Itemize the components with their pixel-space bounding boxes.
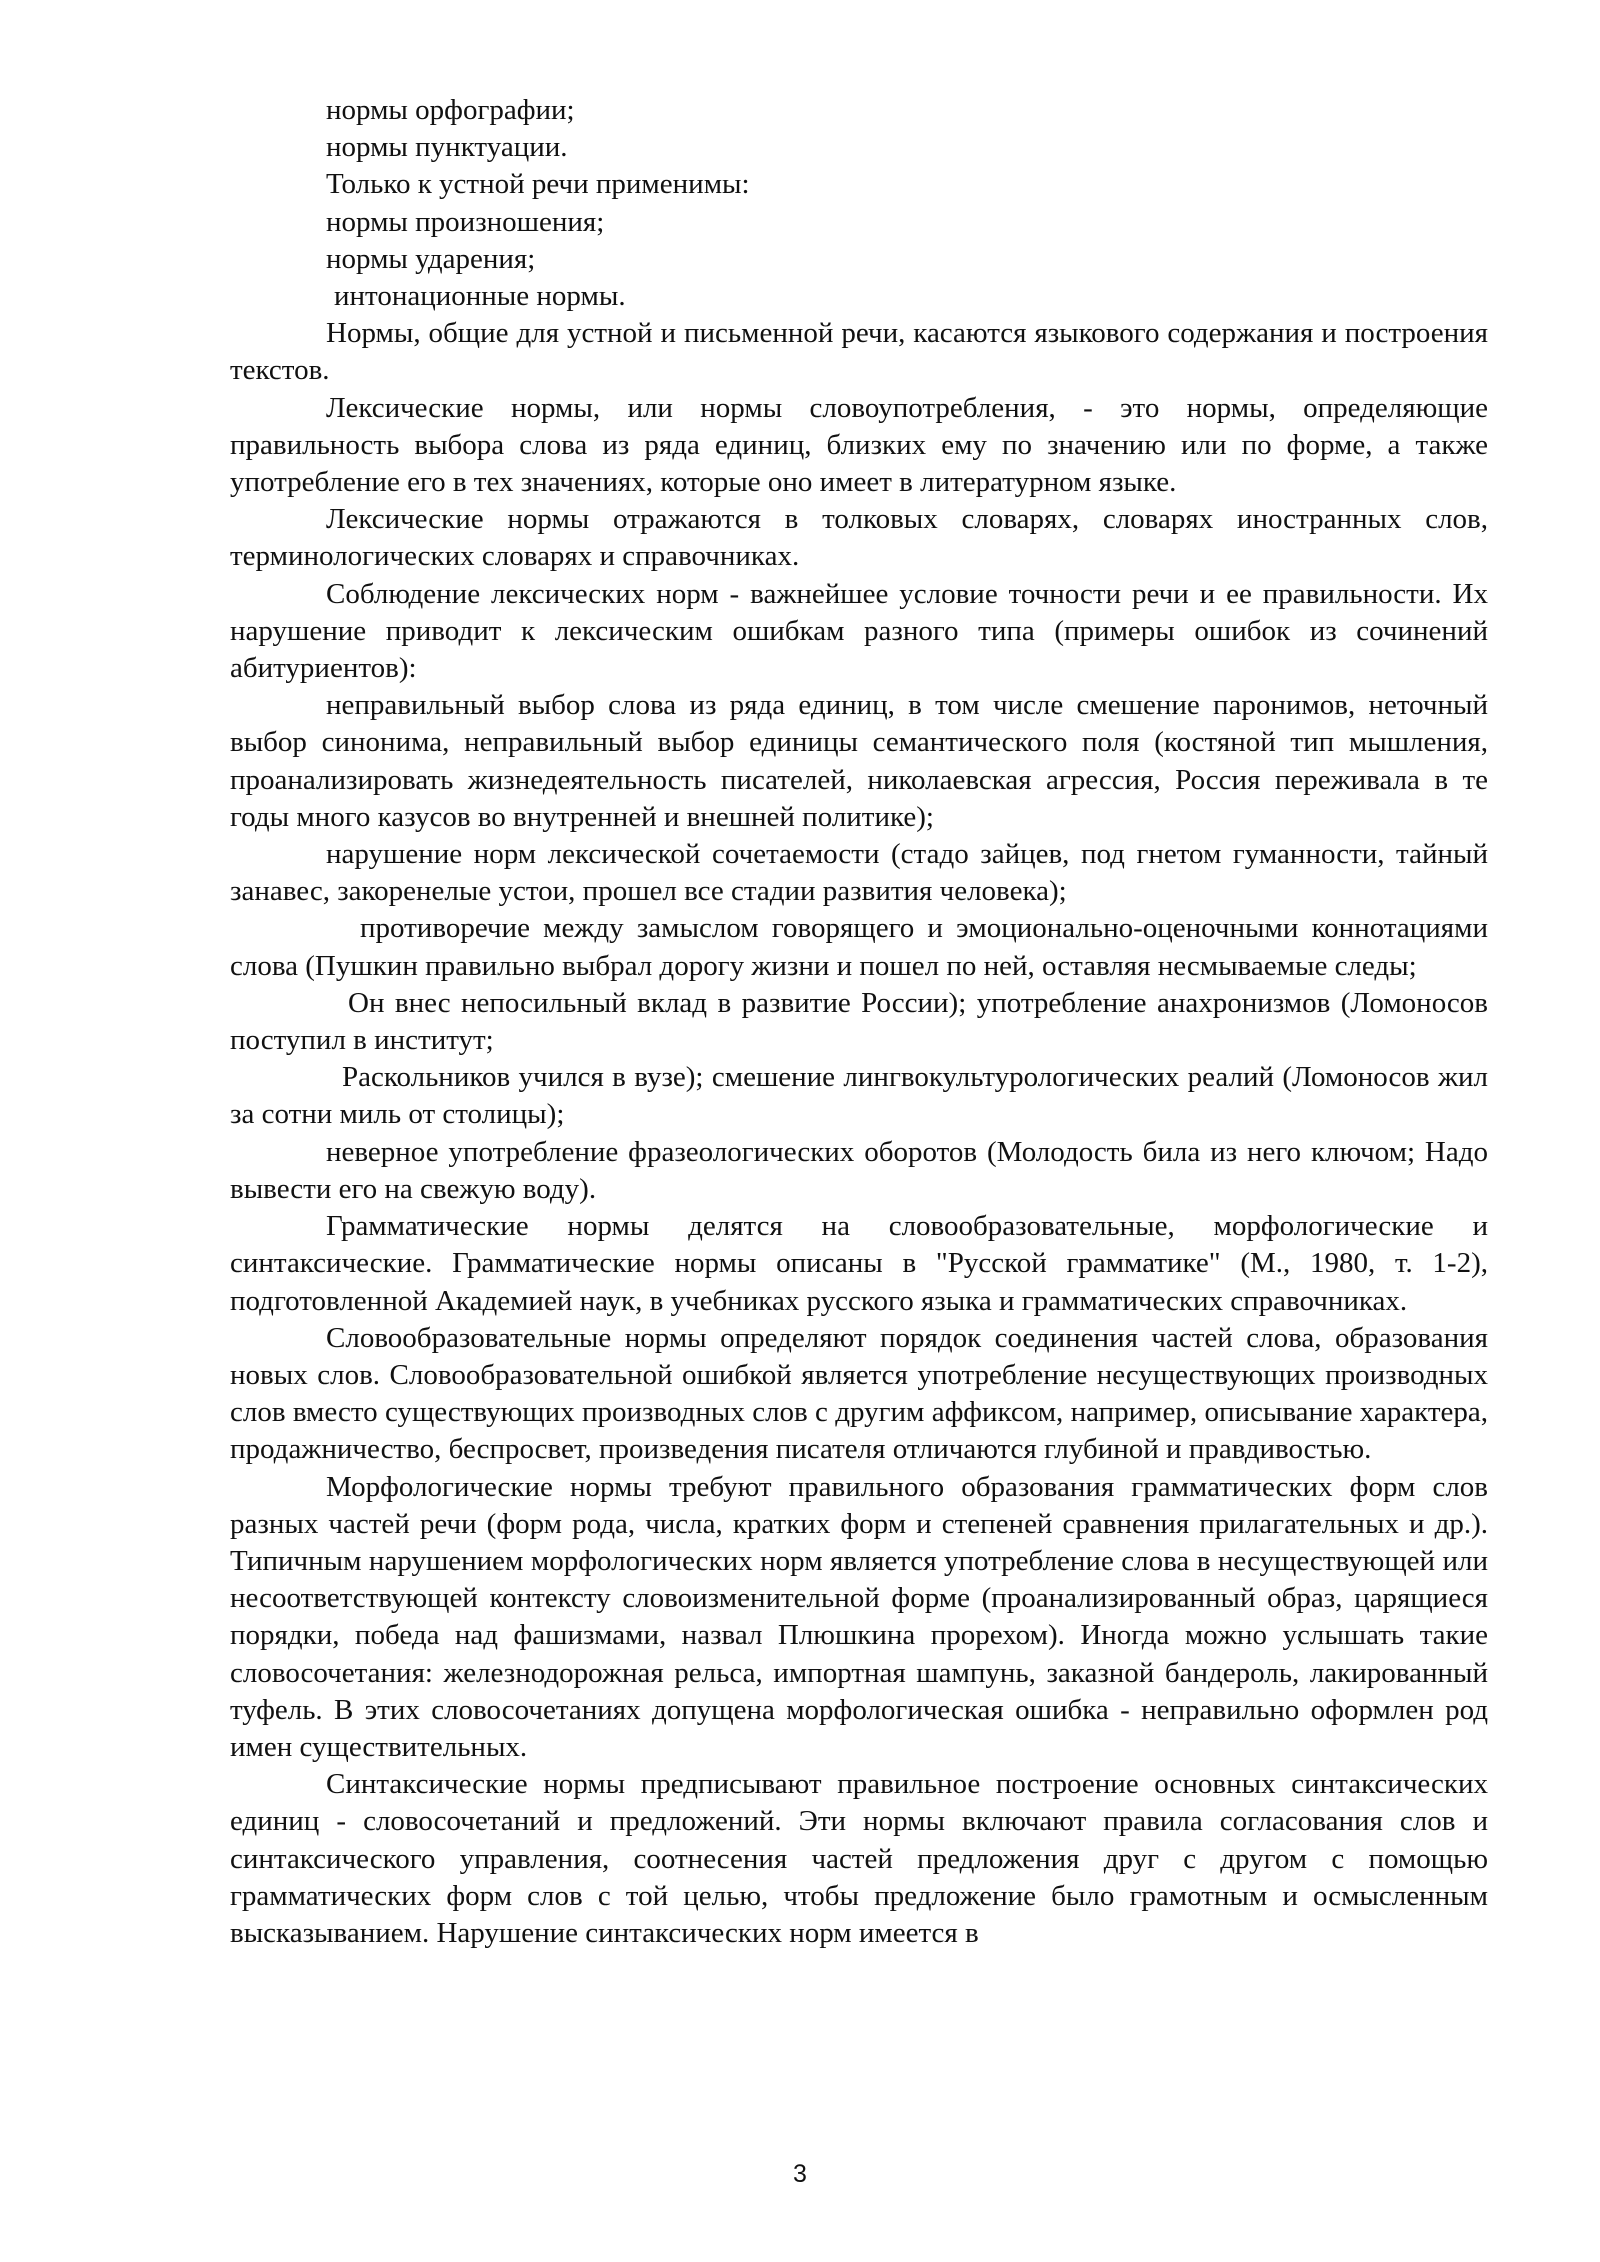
list-item-stress: нормы ударения; [326, 242, 536, 275]
paragraph-morphological: Морфологические нормы требуют правильного образования грамматических форм слов разных частей речи (форм рода, числа, кратких форм и степеней сравнения прилагательных и др.). Типичным нарушением морфологических норм является употребление слова в несуществующей или несоответствующей контексту словоизменительной форме (проанализированный образ, царящиеся порядки, победа над фашизмами, назвал Плюшкина прорехом). Иногда можно услышать такие словосочетания: железнодорожная рельса, импортная шампунь, заказной бандероль, лакированный туфель. В этих словосочетаниях допущена морфологическая ошибка - неправильно оформлен род имен существительных. [230, 1470, 1488, 1763]
list-item-intonation: интонационные нормы. [334, 280, 626, 313]
paragraph-word-formation: Словообразовательные нормы определяют порядок соединения частей слова, образования новых слов. Словообразовательной ошибкой является употребление несуществующих производных слов вместо существующих производных слов с другим аффиксом, например, описывание характера, продажничество, беспросвет, произведения писателя отличаются глубиной и правдивостью. [230, 1321, 1488, 1466]
paragraph-lexical-norms: Лексические нормы, или нормы словоупотребления, - это нормы, определяющие правильность выбора слова из ряда единиц, близких ему по значению или по форме, а также употребление его в тех значениях, которые оно имеет в литературном языке. [230, 391, 1488, 499]
paragraph-connotation: противоречие между замыслом говорящего и эмоционально-оценочными коннотациями слова (Пушкин правильно выбрал дорогу жизни и пошел по ней, оставляя несмываемые следы; [230, 912, 1488, 982]
list-item-punctuation: нормы пунктуации. [326, 131, 568, 164]
document-page [230, 92, 1488, 1952]
paragraph-phraseology: неверное употребление фразеологических оборотов (Молодость била из него ключом; Надо вывести его на свежую воду). [230, 1135, 1488, 1205]
oral-speech-heading: Только к устной речи применимы: [326, 168, 750, 201]
paragraph-syntactic: Синтаксические нормы предписывают правильное построение основных синтаксических единиц - словосочетаний и предложений. Эти нормы включают правила согласования слов и синтаксического управления, соотнесения частей предложения друг с другом с помощью грамматических форм слов с той целью, чтобы предложение было грамотным и осмысленным высказыванием. Нарушение синтаксических норм имеется в [230, 1768, 1488, 1949]
paragraph-realia: Раскольников учился в вузе); смешение лингвокультурологических реалий (Ломоносов жил за сотни миль от столицы); [230, 1061, 1488, 1131]
paragraph-lexical-errors: Соблюдение лексических норм - важнейшее условие точности речи и ее правильности. Их нарушение приводит к лексическим ошибкам разного типа (примеры ошибок из сочинений абитуриентов): [230, 577, 1488, 685]
paragraph-lexical-dictionaries: Лексические нормы отражаются в толковых словарях, словарях иностранных слов, терминологических словарях и справочниках. [230, 503, 1488, 573]
paragraph-wrong-word-choice: неправильный выбор слова из ряда единиц, в том числе смешение паронимов, неточный выбор синонима, неправильный выбор единицы семантического поля (костяной тип мышления, проанализировать жизнедеятельность писателей, николаевская агрессия, Россия переживала в те годы много казусов во внутренней и внешней политике); [230, 689, 1488, 833]
page-number: 3 [793, 2160, 807, 2188]
list-item-orthography: нормы орфографии; [326, 94, 575, 126]
paragraph-grammatical-norms: Грамматические нормы делятся на словообразовательные, морфологические и синтаксические. Грамматические нормы описаны в "Русской грамматике" (М., 1980, т. 1-2), подготовленной Академией наук, в учебниках русского языка и грамматических справочниках. [230, 1210, 1488, 1317]
paragraph-anachronisms: Он внес непосильный вклад в развитие России); употребление анахронизмов (Ломоносов поступил в институт; [230, 986, 1488, 1057]
list-item-pronunciation: нормы произношения; [326, 205, 605, 238]
paragraph-common-norms: Нормы, общие для устной и письменной речи, касаются языкового содержания и построения текстов. [230, 317, 1488, 387]
paragraph-collocation: нарушение норм лексической сочетаемости (стадо зайцев, под гнетом гуманности, тайный занавес, закоренелые устои, прошел все стадии развития человека); [230, 838, 1488, 908]
